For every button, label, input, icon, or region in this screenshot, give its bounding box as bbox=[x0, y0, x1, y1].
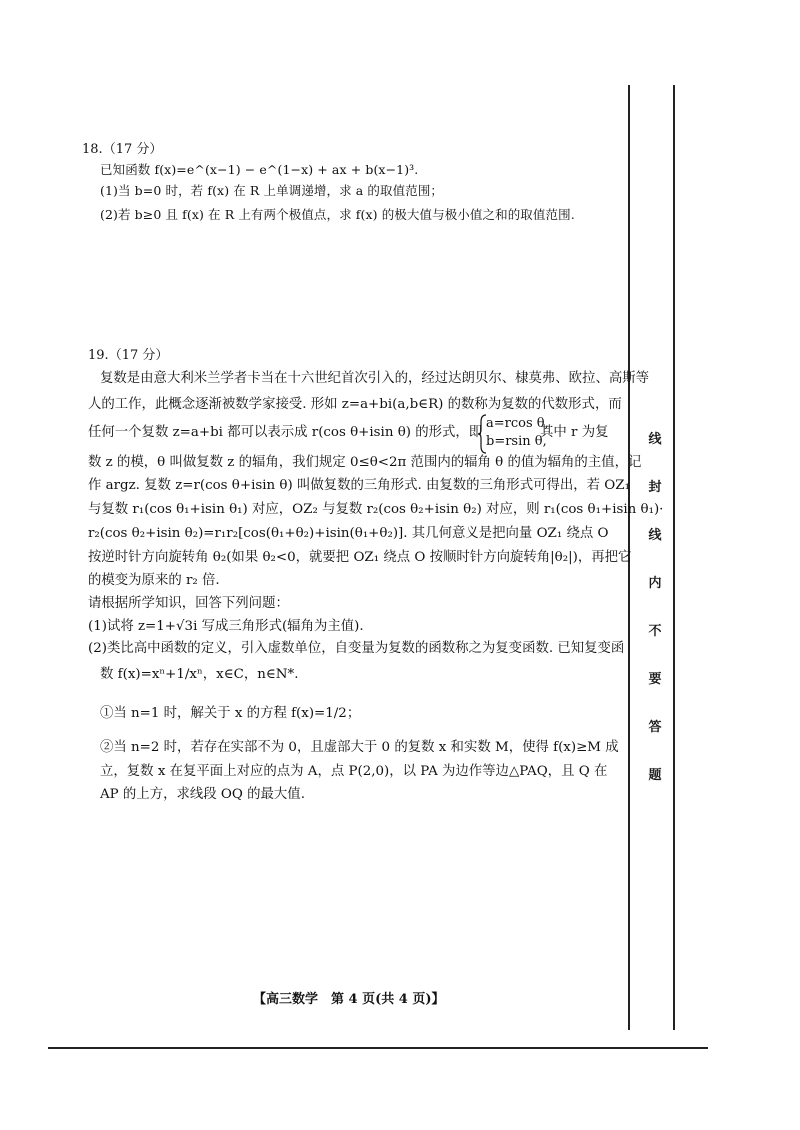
q19-line: r₂(cos θ₂+isin θ₂)=r₁r₂[cos(θ₁+θ₂)+isin(θ₁+θ₂)]. 其几何意义是把向量 OZ₁ 绕点 O bbox=[88, 526, 609, 541]
margin-char: 不 bbox=[648, 624, 662, 639]
q18-part1: (1)当 b=0 时，若 f(x) 在 R 上单调递增，求 a 的取值范围； bbox=[100, 183, 444, 198]
q18-number: 18. bbox=[82, 142, 103, 157]
q19-line: 复数是由意大利米兰学者卡当在十六世纪首次引入的，经过达朗贝尔、棣莫弗、欧拉、高斯等 bbox=[100, 371, 650, 386]
q18-stem: 已知函数 f(x)=e^(x−1) − e^(1−x) + ax + b(x−1)³. bbox=[100, 162, 419, 177]
q18-part2: (2)若 b≥0 且 f(x) 在 R 上有两个极值点，求 f(x) 的极大值与极小值之和的取值范围. bbox=[100, 207, 575, 222]
q19-line: 请根据所学知识，回答下列问题： bbox=[88, 596, 289, 611]
q18-score: （17 分） bbox=[102, 142, 163, 157]
q19-score: （17 分） bbox=[108, 348, 169, 363]
margin-char: 题 bbox=[648, 768, 662, 783]
q19-line: 与复数 r₁(cos θ₁+isin θ₁) 对应，OZ₂ 与复数 r₂(cos θ₂+isin θ₂) 对应，则 r₁(cos θ₁+isin θ₁)· bbox=[88, 502, 664, 517]
q19-heading bbox=[88, 348, 168, 364]
q19-part1: (1)试将 z=1+√3i 写成三角形式(辐角为主值). bbox=[88, 619, 364, 634]
q19-brace-top: a=rcos θ, bbox=[486, 416, 549, 431]
q19-part2: (2)类比高中函数的定义，引入虚数单位，自变量为复数的函数称之为复变函数. 已知复变函 bbox=[88, 641, 625, 656]
q19-line: 立，复数 x 在复平面上对应的点为 A，点 P(2,0)，以 PA 为边作等边△PAQ，且 Q 在 bbox=[100, 764, 608, 779]
margin-char: 封 bbox=[648, 480, 662, 495]
q19-line: 的模变为原来的 r₂ 倍. bbox=[88, 573, 220, 588]
q19-function-def: 数 f(x)=xⁿ+1/xⁿ，x∈C，n∈N*. bbox=[100, 667, 299, 682]
margin-char: 要 bbox=[648, 672, 662, 687]
q19-line: 人的工作，此概念逐渐被数学家接受. 形如 z=a+bi(a,b∈R) 的数称为复数的代数形式，而 bbox=[88, 397, 622, 412]
q19-brace-bottom: b=rsin θ, bbox=[486, 434, 547, 449]
q19-sub1: ①当 n=1 时，解关于 x 的方程 f(x)=1/2； bbox=[100, 706, 361, 721]
margin-char: 答 bbox=[648, 720, 662, 735]
q19-line: 数 z 的模，θ 叫做复数 z 的辐角，我们规定 0≤θ<2π 范围内的辐角 θ 的值为辐角的主值，记 bbox=[88, 455, 642, 470]
margin-char: 线 bbox=[648, 528, 662, 543]
page-footer: 【高三数学 第 4 页(共 4 页)】 bbox=[253, 992, 445, 1007]
bottom-rule bbox=[48, 1047, 708, 1049]
q18-heading bbox=[82, 142, 162, 158]
q19-line: 按逆时针方向旋转角 θ₂(如果 θ₂<0，就要把 OZ₁ 绕点 O 按顺时针方向旋转角|θ₂|)，再把它 bbox=[88, 550, 632, 565]
margin-char: 线 bbox=[648, 432, 662, 447]
margin-char: 内 bbox=[648, 576, 662, 591]
q19-sub2: ②当 n=2 时，若存在实部不为 0，且虚部大于 0 的复数 x 和实数 M，使得 f(x)≥M 成 bbox=[100, 740, 619, 755]
q19-line: 作 argz. 复数 z=r(cos θ+isin θ) 叫做复数的三角形式. 由复数的三角形式可得出，若 OZ₁ bbox=[88, 478, 630, 493]
q19-line: AP 的上方，求线段 OQ 的最大值. bbox=[100, 787, 305, 802]
margin-line-right bbox=[673, 85, 675, 1030]
q19-line: 任何一个复数 z=a+bi 都可以表示成 r(cos θ+isin θ) 的形式，即 bbox=[88, 425, 483, 440]
q19-number: 19. bbox=[88, 348, 109, 363]
q19-line: 其中 r 为复 bbox=[540, 425, 609, 440]
